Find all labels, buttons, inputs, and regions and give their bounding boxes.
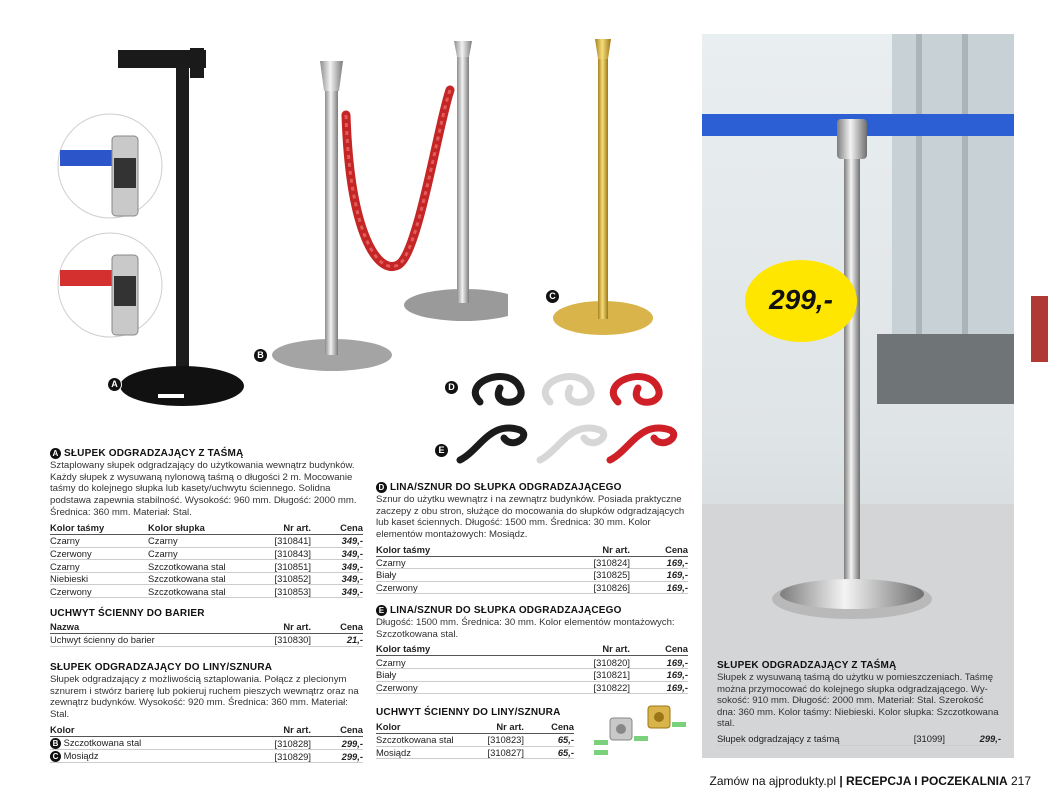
section-b-table	[50, 724, 363, 763]
col-header: Nr art.	[528, 544, 630, 557]
footer-site: Zamów na ajprodukty.pl	[709, 774, 837, 788]
table-row: Biały [310821] 169,-	[376, 669, 688, 681]
badge-e: E	[376, 605, 387, 616]
label-a: A	[107, 377, 122, 392]
section-d-desc: Sznur do użytku wewnątrz i na zewnątrz budynków. Posiada praktyczne zaczepy z obu stron, służące do mocowania do słupków odgradzających lub kaset ściennych. Długość: 1500 mm. Średnica: 30 mm. Kolor elementów montażowych: Mosiądz.	[376, 494, 685, 540]
table-row: B Szczotkowana stal [310828] 299,-	[50, 737, 363, 750]
label-c: C	[545, 289, 560, 304]
badge-a: A	[50, 448, 61, 459]
section-tab-marker	[1031, 296, 1048, 362]
section-right-table	[717, 733, 1001, 746]
section-b-title: SŁUPEK ODGRADZAJĄCY DO LINY/SZNURA	[50, 662, 273, 673]
col-header: Kolor taśmy	[376, 544, 528, 557]
section-d-title	[376, 482, 688, 493]
section-a-table	[50, 522, 363, 598]
col-header: Cena	[630, 544, 688, 557]
table-row: C Mosiądz [310829] 299,-	[50, 750, 363, 763]
col-header: Nazwa	[50, 621, 244, 634]
section-e-desc: Długość: 1500 mm. Średnica: 30 mm. Kolor elementów montażowych: Szczotkowana stal.	[376, 617, 675, 640]
section-wall-rope-table	[376, 721, 574, 759]
section-right-title: SŁUPEK ODGRADZAJĄCY Z TAŚMĄ	[717, 660, 897, 671]
ropes-image	[440, 360, 700, 480]
table-row: Czarny Szczotkowana stal [310851] 349,-	[50, 560, 363, 572]
table-row: Czerwony [310826] 169,-	[376, 582, 688, 593]
label-b: B	[253, 348, 268, 363]
table-row: Biały [310825] 169,-	[376, 569, 688, 581]
section-wall-title: UCHWYT ŚCIENNY DO BARIER	[50, 608, 205, 619]
badge-c: C	[50, 751, 61, 762]
section-d-table	[376, 544, 688, 595]
col-header: Nr art.	[528, 643, 630, 656]
page-number: 217	[1010, 774, 1031, 788]
col-header: Cena	[311, 522, 363, 535]
price-badge	[745, 260, 857, 342]
col-header: Cena	[311, 724, 363, 737]
col-header: Kolor	[50, 724, 236, 737]
section-d	[376, 482, 688, 594]
lobby-photo	[702, 34, 1014, 758]
col-header: Nr art.	[244, 621, 311, 634]
table-row: Szczotkowana stal [310823] 65,-	[376, 734, 574, 746]
table-row: Czerwony Czarny [310843] 349,-	[50, 548, 363, 559]
section-a-title	[50, 448, 363, 459]
price-badge-text: 299,-	[769, 284, 833, 315]
table-row: Czarny [310820] 169,-	[376, 656, 688, 668]
footer-section: RECEPCJA I POCZEKALNIA	[846, 774, 1008, 788]
table-row: Czerwony Szczotkowana stal [310853] 349,-	[50, 585, 363, 597]
col-header: Cena	[630, 643, 688, 656]
section-right	[717, 660, 1001, 746]
section-b	[50, 662, 363, 763]
section-wall	[50, 608, 363, 647]
col-header: Kolor	[376, 721, 477, 734]
wall-holder-image	[588, 700, 688, 762]
section-wall-rope-title: UCHWYT ŚCIENNY DO LINY/SZNURA	[376, 707, 561, 718]
rope-stanchion-steel-image	[268, 35, 508, 380]
badge-d: D	[376, 482, 387, 493]
table-row: Niebieski Szczotkowana stal [310852] 349,-	[50, 573, 363, 585]
badge-b: B	[50, 738, 61, 749]
col-header: Kolor taśmy	[50, 522, 148, 535]
col-header: Nr art.	[477, 721, 524, 734]
section-right-desc: Słupek z wysuwaną taśmą do użytku w pomieszczeniach. Taśmę można przymocować do kolejnego słupka odgradzającego. Wysokość: 910 mm. Długość: 2000 mm. Materiał: Stal. Szerokość dna: 360 mm. Kolor taśmy: Niebieski. Kolor słupka: Szczotkowana stal.	[717, 672, 999, 730]
label-e: E	[434, 443, 449, 458]
col-header: Kolor słupka	[148, 522, 259, 535]
table-row: Czarny Czarny [310841] 349,-	[50, 535, 363, 547]
section-a	[50, 448, 363, 598]
col-header: Cena	[311, 621, 363, 634]
col-header: Nr art.	[259, 522, 311, 535]
footer-separator: |	[836, 774, 847, 788]
table-row: Czarny [310824] 169,-	[376, 556, 688, 568]
page-footer	[710, 774, 1032, 788]
belt-stanchion-image	[50, 40, 280, 415]
section-wall-rope	[376, 707, 574, 759]
section-e-title-text: LINA/SZNUR DO SŁUPKA ODGRADZAJĄCEGO	[389, 605, 622, 617]
label-d: D	[444, 380, 459, 395]
table-row: Czerwony [310822] 169,-	[376, 681, 688, 693]
section-wall-table	[50, 621, 363, 647]
table-row: Uchwyt ścienny do barier [310830] 21,-	[50, 634, 363, 646]
table-row: Mosiądz [310827] 65,-	[376, 746, 574, 758]
col-header: Cena	[524, 721, 574, 734]
section-a-title-text: SŁUPEK ODGRADZAJĄCY Z TAŚMĄ	[63, 448, 244, 460]
section-a-desc: Sztaplowany słupek odgradzający do użytkowania wewnątrz budynków. Każdy słupek z wysuwaną nylonową taśmą o długości 2 m. Mocowanie taśmy do kolejnego słupka lub kasety/uchwytu ściennego. Solidna podstawa zapewnia stabilność. Wysokość: 960 mm. Długość: 2000 mm. Średnica: 360 mm. Materiał: Stal.	[50, 460, 357, 518]
section-e-title	[376, 605, 688, 616]
rope-stanchion-brass-image	[548, 35, 658, 340]
table-row: Słupek odgradzający z taśmą [31099] 299,-	[717, 733, 1001, 745]
col-header: Kolor taśmy	[376, 643, 528, 656]
section-e-table	[376, 643, 688, 694]
col-header: Nr art.	[236, 724, 311, 737]
section-d-title-text: LINA/SZNUR DO SŁUPKA ODGRADZAJĄCEGO	[389, 482, 622, 494]
section-e	[376, 605, 688, 694]
section-b-desc: Słupek odgradzający z możliwością sztaplowania. Połącz z plecionym sznurem i stwórz barierę lub pokieruj ruchem pieszych wewnątrz oraz na zewnątrz budynków. Wysokość: 920 mm. Średnica: 360 mm. Materiał: Stal.	[50, 674, 359, 720]
